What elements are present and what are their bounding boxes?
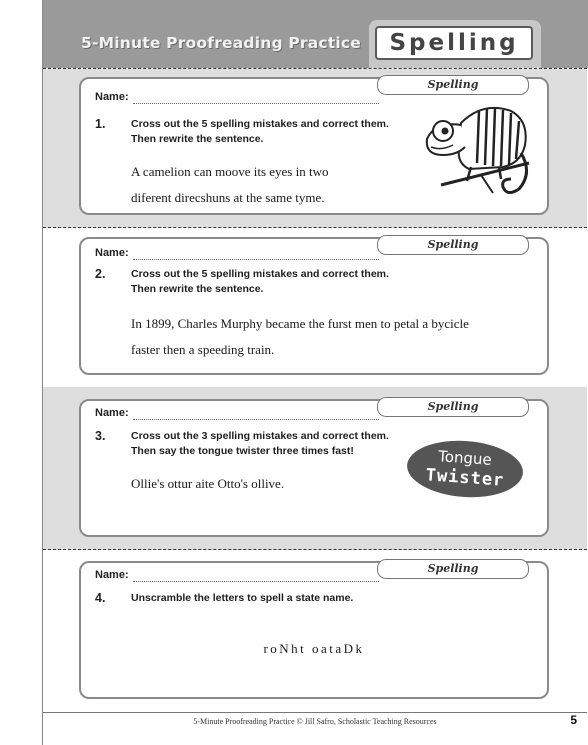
instruction-line: Then rewrite the sentence.: [131, 133, 264, 145]
scrambled-word: roNht oataDk: [263, 641, 365, 656]
name-label: Name:: [95, 247, 129, 259]
header-spelling-tab: [369, 20, 541, 68]
sentence-line: Ollie's ottur aite Otto's ollive.: [131, 476, 285, 491]
instruction-line: Unscramble the letters to spell a state name.: [131, 592, 354, 604]
footer-credit: 5-Minute Proofreading Practice © Jill Safro, Scholastic Teaching Resources: [193, 717, 437, 726]
instruction-line: Cross out the 3 spelling mistakes and correct them.: [131, 430, 389, 442]
spelling-tab: Spelling: [377, 559, 529, 579]
name-line[interactable]: [133, 259, 379, 260]
sentence-line: diferent direcshuns at the same tyme.: [131, 190, 325, 205]
chameleon-illustration: [421, 93, 533, 203]
exercise-sentence: [131, 159, 328, 211]
exercise-number: 1.: [95, 117, 106, 131]
exercise-card-3: [79, 399, 549, 537]
exercise-area: [43, 68, 587, 709]
exercise-sentence: [131, 471, 284, 497]
exercise-instructions: [131, 267, 411, 297]
exercise-instructions: [131, 591, 491, 606]
exercise-section-1: [43, 69, 587, 228]
spelling-tab: Spelling: [377, 397, 529, 417]
sentence-line: A camelion can moove its eyes in two: [131, 164, 329, 179]
instruction-line: Cross out the 5 spelling mistakes and correct them.: [131, 268, 389, 280]
page-header: [43, 0, 588, 68]
badge-line-2: Twister: [425, 465, 505, 491]
exercise-section-3: [43, 387, 587, 550]
exercise-section-2: [43, 227, 587, 388]
exercise-card-4: [79, 561, 549, 699]
name-line[interactable]: [133, 581, 379, 582]
sentence-line: faster then a speeding train.: [131, 342, 275, 357]
worksheet-page: [42, 0, 588, 745]
exercise-section-4: [43, 549, 587, 709]
page-footer: [43, 712, 587, 743]
sentence-line: In 1899, Charles Murphy became the furst men to petal a bycicle: [131, 316, 469, 331]
instruction-line: Then rewrite the sentence.: [131, 283, 264, 295]
name-line[interactable]: [133, 103, 379, 104]
page-number: 5: [570, 713, 577, 727]
spelling-tab: Spelling: [377, 75, 529, 95]
page-title: 5-Minute Proofreading Practice: [81, 34, 362, 52]
exercise-instructions: [131, 117, 411, 147]
exercise-card-2: [79, 237, 549, 375]
header-tab-label: Spelling: [375, 26, 533, 60]
spelling-tab: Spelling: [377, 235, 529, 255]
exercise-number: 4.: [95, 591, 106, 605]
exercise-sentence: [131, 311, 469, 363]
name-label: Name:: [95, 569, 129, 581]
instruction-line: Cross out the 5 spelling mistakes and correct them.: [131, 118, 389, 130]
name-line[interactable]: [133, 419, 379, 420]
exercise-card-1: [79, 77, 549, 215]
tongue-twister-badge: [407, 441, 523, 497]
badge-line-1: Tongue: [437, 447, 493, 469]
exercise-number: 2.: [95, 267, 106, 281]
name-label: Name:: [95, 407, 129, 419]
exercise-instructions: [131, 429, 411, 459]
instruction-line: Then say the tongue twister three times fast!: [131, 445, 354, 457]
exercise-number: 3.: [95, 429, 106, 443]
name-label: Name:: [95, 91, 129, 103]
